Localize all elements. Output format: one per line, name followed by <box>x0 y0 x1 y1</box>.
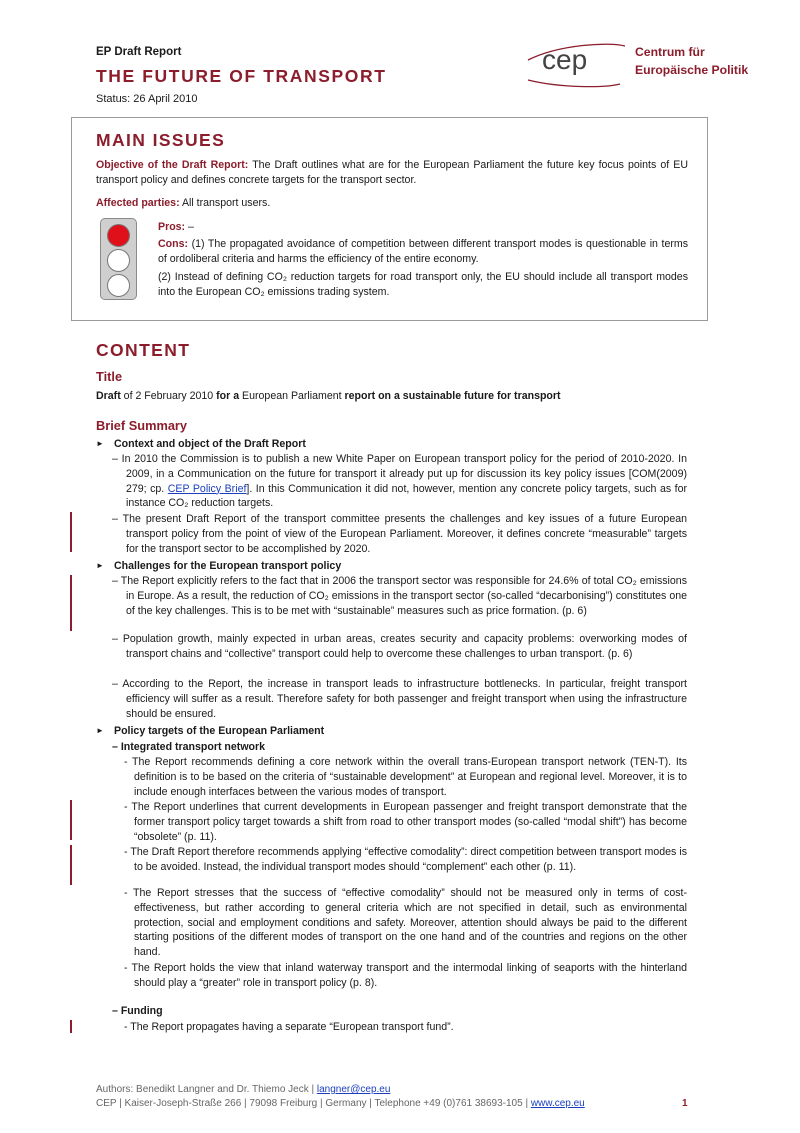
doc-type: EP Draft Report <box>96 46 182 58</box>
affected-text: All transport users. <box>179 197 271 209</box>
list-item-text: ]. In this Communication it did not, however, mention any concrete policy targets, such as for instance CO₂ reduction targets. <box>126 482 687 510</box>
logo-text: cep <box>542 44 588 75</box>
title-part: report on a sustainable future for transport <box>344 390 561 402</box>
policy-targets-heading <box>96 724 324 739</box>
change-bar <box>70 1020 72 1033</box>
list-item: - The Report holds the view that inland waterway transport and the intermodal linking of seaports with the hinterland should play a “greater” role in transport policy (p. 8). <box>124 962 687 989</box>
change-bar <box>70 800 72 840</box>
title-text <box>96 389 561 404</box>
list-item: - The Report underlines that current developments in European passenger and freight transport demonstrate that the former transport policy target towards a shift from road to other transport modes (so-called “modal shift”) has become “obsolete” (p. 11). <box>124 801 687 843</box>
list-item-text: – In 2010 the Commission is to publish a new White Paper on European transport policy for the period of 2010-2020. In 2009, in a Communication on the future for transport it already put up for discussion its key policy issues [COM(2009) 279; cp. <box>112 453 687 495</box>
affected-paragraph <box>96 196 270 211</box>
footer-authors <box>96 1083 390 1097</box>
context-heading-text: Context and object of the Draft Report <box>114 438 306 450</box>
arrow-bullet-icon: ► <box>96 726 104 735</box>
pros-label: Pros: <box>158 221 186 233</box>
traffic-light-icon <box>100 218 137 300</box>
main-issues-heading: MAIN ISSUES <box>96 130 226 150</box>
title-part: for a <box>216 390 240 402</box>
footer-address-text: CEP | Kaiser-Joseph-Straße 266 | 79098 Freiburg | Germany | Telephone +49 (0)761 38693-105 | <box>96 1098 531 1109</box>
brief-summary-label: Brief Summary <box>96 418 188 433</box>
footer-authors-text: Authors: Benedikt Langner and Dr. Thiemo Jeck | <box>96 1084 317 1095</box>
title-part: Draft <box>96 390 121 402</box>
challenges-heading-text: Challenges for the European transport policy <box>114 560 342 572</box>
arrow-bullet-icon: ► <box>96 561 104 570</box>
change-bar <box>70 575 72 631</box>
list-item: - The Report recommends defining a core network within the overall trans-European transport network (TEN-T). Its definition is to be based on the criteria of “sustainable development” at European and regional level. Moreover, it is to include enough interfaces between the various modes of transport. <box>124 756 687 798</box>
content-heading: CONTENT <box>96 340 191 360</box>
page-number: 1 <box>682 1098 688 1109</box>
cep-policy-brief-link[interactable]: CEP Policy Brief <box>167 482 247 495</box>
org-line-2: Europäische Politik <box>635 62 749 77</box>
amber-lamp-icon <box>107 249 130 272</box>
context-heading <box>96 437 306 452</box>
list-item: – The Report explicitly refers to the fact that in 2006 the transport sector was responsible for 24.6% of total CO₂ emissions in Europe. As a result, the reduction of CO₂ emissions in the transport sector (so-called “decarbonising”) constitutes one of the key challenges. This is to be met with “sustainable” measures such as price formation. (p. 6) <box>112 575 687 617</box>
author-email-link[interactable]: langner@cep.eu <box>316 1084 391 1095</box>
change-bar <box>70 512 72 552</box>
title-label: Title <box>96 369 123 384</box>
cons-label: Cons: <box>158 238 189 250</box>
list-item <box>112 452 687 511</box>
title-part: European Parliament <box>239 390 345 402</box>
green-lamp-icon <box>107 274 130 297</box>
cons-text-1: (1) The propagated avoidance of competition between different transport modes is questionable in terms of ordoliberal criteria and harms the efficiency of the entire economy. <box>158 238 688 265</box>
main-issues-box <box>71 117 708 321</box>
policy-targets-heading-text: Policy targets of the European Parliament <box>114 725 325 737</box>
list-item: - The Draft Report therefore recommends applying “effective comodality”: direct competition between transport modes is to be avoided. Instead, the individual transport modes should “complement” each other (p. 11). <box>124 846 687 873</box>
red-lamp-icon <box>107 224 130 247</box>
status-date: Status: 26 April 2010 <box>96 93 198 105</box>
integrated-network-heading: – Integrated transport network <box>112 741 266 753</box>
list-item: - The Report propagates having a separate “European transport fund”. <box>124 1021 454 1033</box>
cons-paragraph <box>158 237 688 267</box>
title-part: of 2 February 2010 <box>120 390 217 402</box>
list-item: - The Report stresses that the success of “effective comodality” should not be measured only in terms of cost-effectiveness, but rather according to general criteria which are not specified in detail, such as environmental protection, social and employment conditions and safety. Moreover, attention should always be paid to the different starting positions of the different modes of transport on the one hand and of the countries and regions on the other hand. <box>124 887 687 959</box>
pros-paragraph <box>158 220 194 235</box>
list-item: – According to the Report, the increase in transport leads to infrastructure bottlenecks. In particular, freight transport efficiency will suffer as a result. Therefore safety for both passenger and freight transport when using the infrastructure should be ensured. <box>112 678 687 720</box>
pros-text: – <box>185 221 194 233</box>
org-line-1: Centrum für <box>635 45 705 59</box>
cons-paragraph-2: (2) Instead of defining CO₂ reduction targets for road transport only, the EU should include all transport modes into the European CO₂ emissions trading system. <box>158 271 688 298</box>
organization-name <box>635 44 748 79</box>
change-bar <box>70 845 72 885</box>
objective-paragraph <box>96 158 688 188</box>
list-item: – Population growth, mainly expected in urban areas, creates security and capacity problems: overworking modes of transport chains and “collective” transport could help to overcome these challenges to urban transport. (p. 6) <box>112 633 687 660</box>
arrow-bullet-icon: ► <box>96 439 104 448</box>
list-item: – The present Draft Report of the transport committee presents the challenges and key issues of a future European transport policy from the point of view of the European Parliament. Moreover, it defines concrete “measurable” targets for the transport sector to be accomplished by 2020. <box>112 513 687 555</box>
affected-label: Affected parties: <box>96 197 180 209</box>
objective-text: The Draft outlines what are for the European Parliament the future key focus points of EU transport policy and defines concrete targets for the transport sector. <box>96 159 688 186</box>
challenges-heading <box>96 559 341 574</box>
objective-label: Objective of the Draft Report: <box>96 159 249 171</box>
page-title: THE FUTURE OF TRANSPORT <box>96 66 387 86</box>
website-link[interactable]: www.cep.eu <box>530 1098 585 1109</box>
footer-address <box>96 1097 585 1111</box>
funding-heading: – Funding <box>112 1005 163 1017</box>
